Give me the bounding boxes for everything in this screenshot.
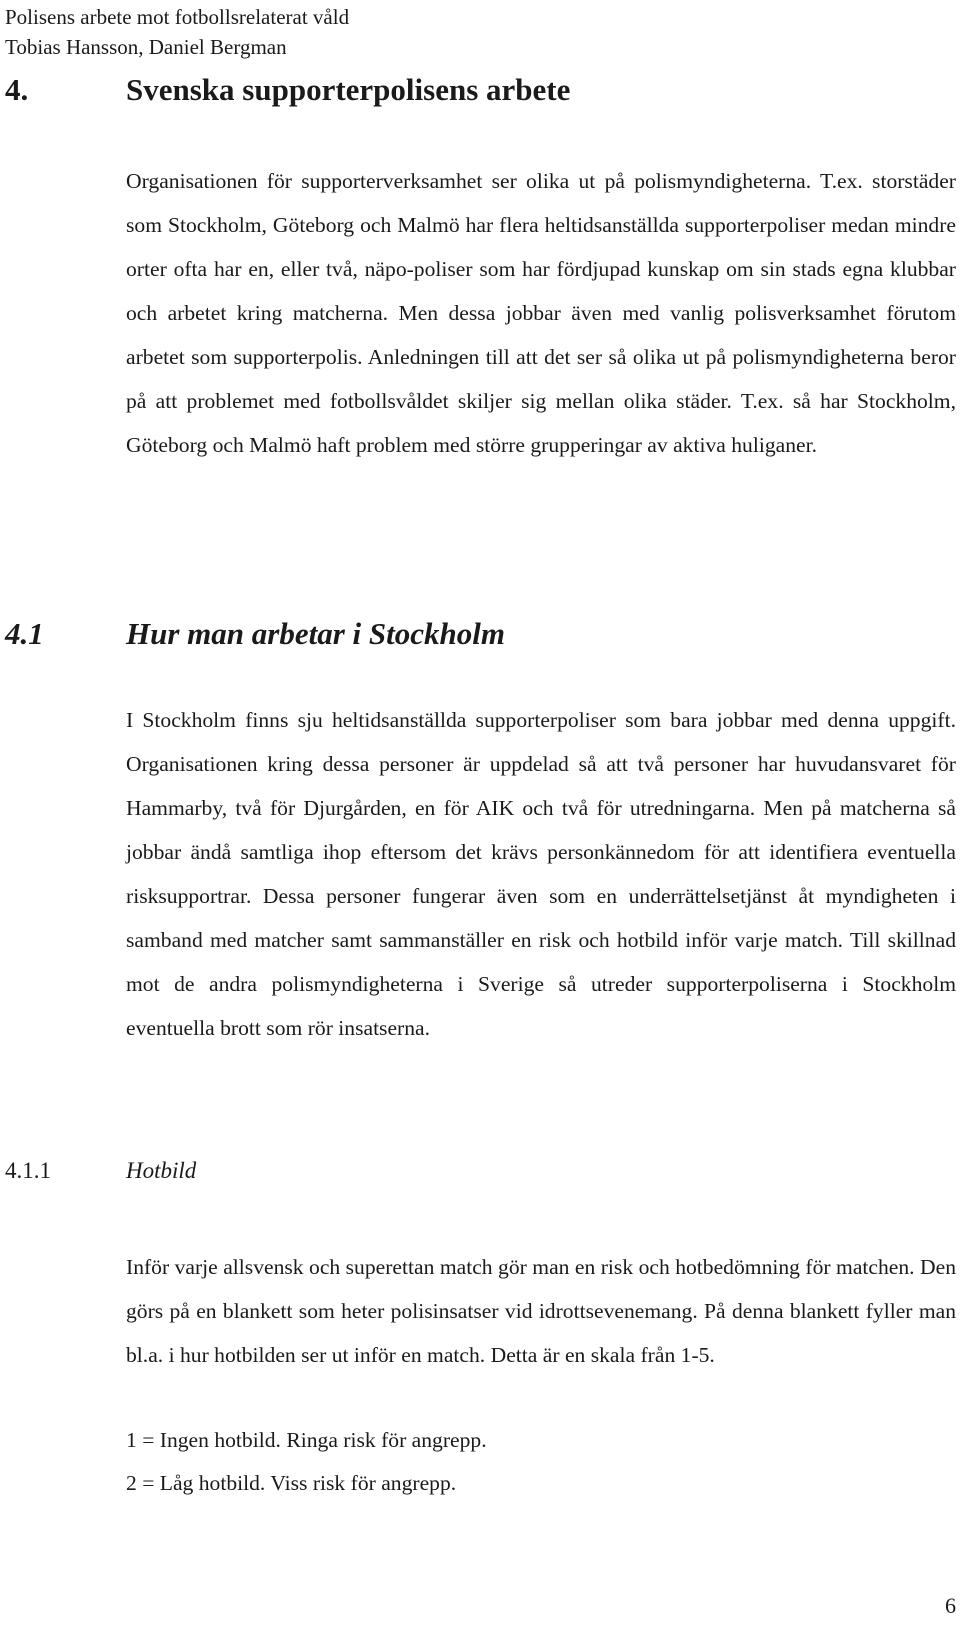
subsection-title: Hur man arbetar i Stockholm <box>126 616 505 651</box>
subsection-number: 4.1 <box>5 616 44 651</box>
subsubsection-paragraph: Inför varje allsvensk och superettan match gör man en risk och hotbedömning för matchen. Den görs på en blankett som heter polisinsatser vid idrottsevenemang. På denna blankett fyller man bl.a. i hur hotbilden ser ut inför en match. Detta är en skala från 1-5. <box>126 1255 956 1367</box>
subsubsection-title: Hotbild <box>126 1158 197 1183</box>
page-number: 6 <box>945 1593 956 1618</box>
section-paragraph: Organisationen för supporterverksamhet ser olika ut på polismyndigheterna. T.ex. storstäder som Stockholm, Göteborg och Malmö har flera heltidsanställda supporterpoliser medan mindre orter ofta har en, eller två, näpo-poliser som har fördjupad kunskap om sin stads egna klubbar och arbetet kring matcherna. Men dessa jobbar även med vanlig polisverksamhet förutom arbetet som supporterpolis. Anledningen till att det ser så olika ut på polismyndigheterna beror på att problemet med fotbollsvåldet skiljer sig mellan olika städer. T.ex. så har Stockholm, Göteborg och Malmö haft problem med större grupperingar av aktiva huliganer. <box>126 169 956 457</box>
scale-item: 2 = Låg hotbild. Viss risk för angrepp. <box>126 1471 457 1495</box>
section-title: Svenska supporterpolisens arbete <box>126 72 571 107</box>
header-title: Polisens arbete mot fotbollsrelaterat våld <box>5 5 350 29</box>
running-header <box>5 2 349 62</box>
section-number: 4. <box>5 72 29 107</box>
subsubsection-number: 4.1.1 <box>5 1158 51 1183</box>
subsection-paragraph: I Stockholm finns sju heltidsanställda supporterpoliser som bara jobbar med denna uppgift. Organisationen kring dessa personer är uppdelad så att två personer har huvudansvaret för Hammarby, två för Djurgården, en för AIK och två för utredningarna. Men på matcherna så jobbar ändå samtliga ihop eftersom det krävs personkännedom för att identifiera eventuella risksupportrar. Dessa personer fungerar även som en underrättelsetjänst åt myndigheten i samband med matcher samt sammanställer en risk och hotbild inför varje match. Till skillnad mot de andra polismyndigheterna i Sverige så utreder supporterpoliserna i Stockholm eventuella brott som rör insatserna. <box>126 708 956 1040</box>
scale-item: 1 = Ingen hotbild. Ringa risk för angrepp. <box>126 1428 487 1452</box>
header-authors: Tobias Hansson, Daniel Bergman <box>5 35 287 59</box>
